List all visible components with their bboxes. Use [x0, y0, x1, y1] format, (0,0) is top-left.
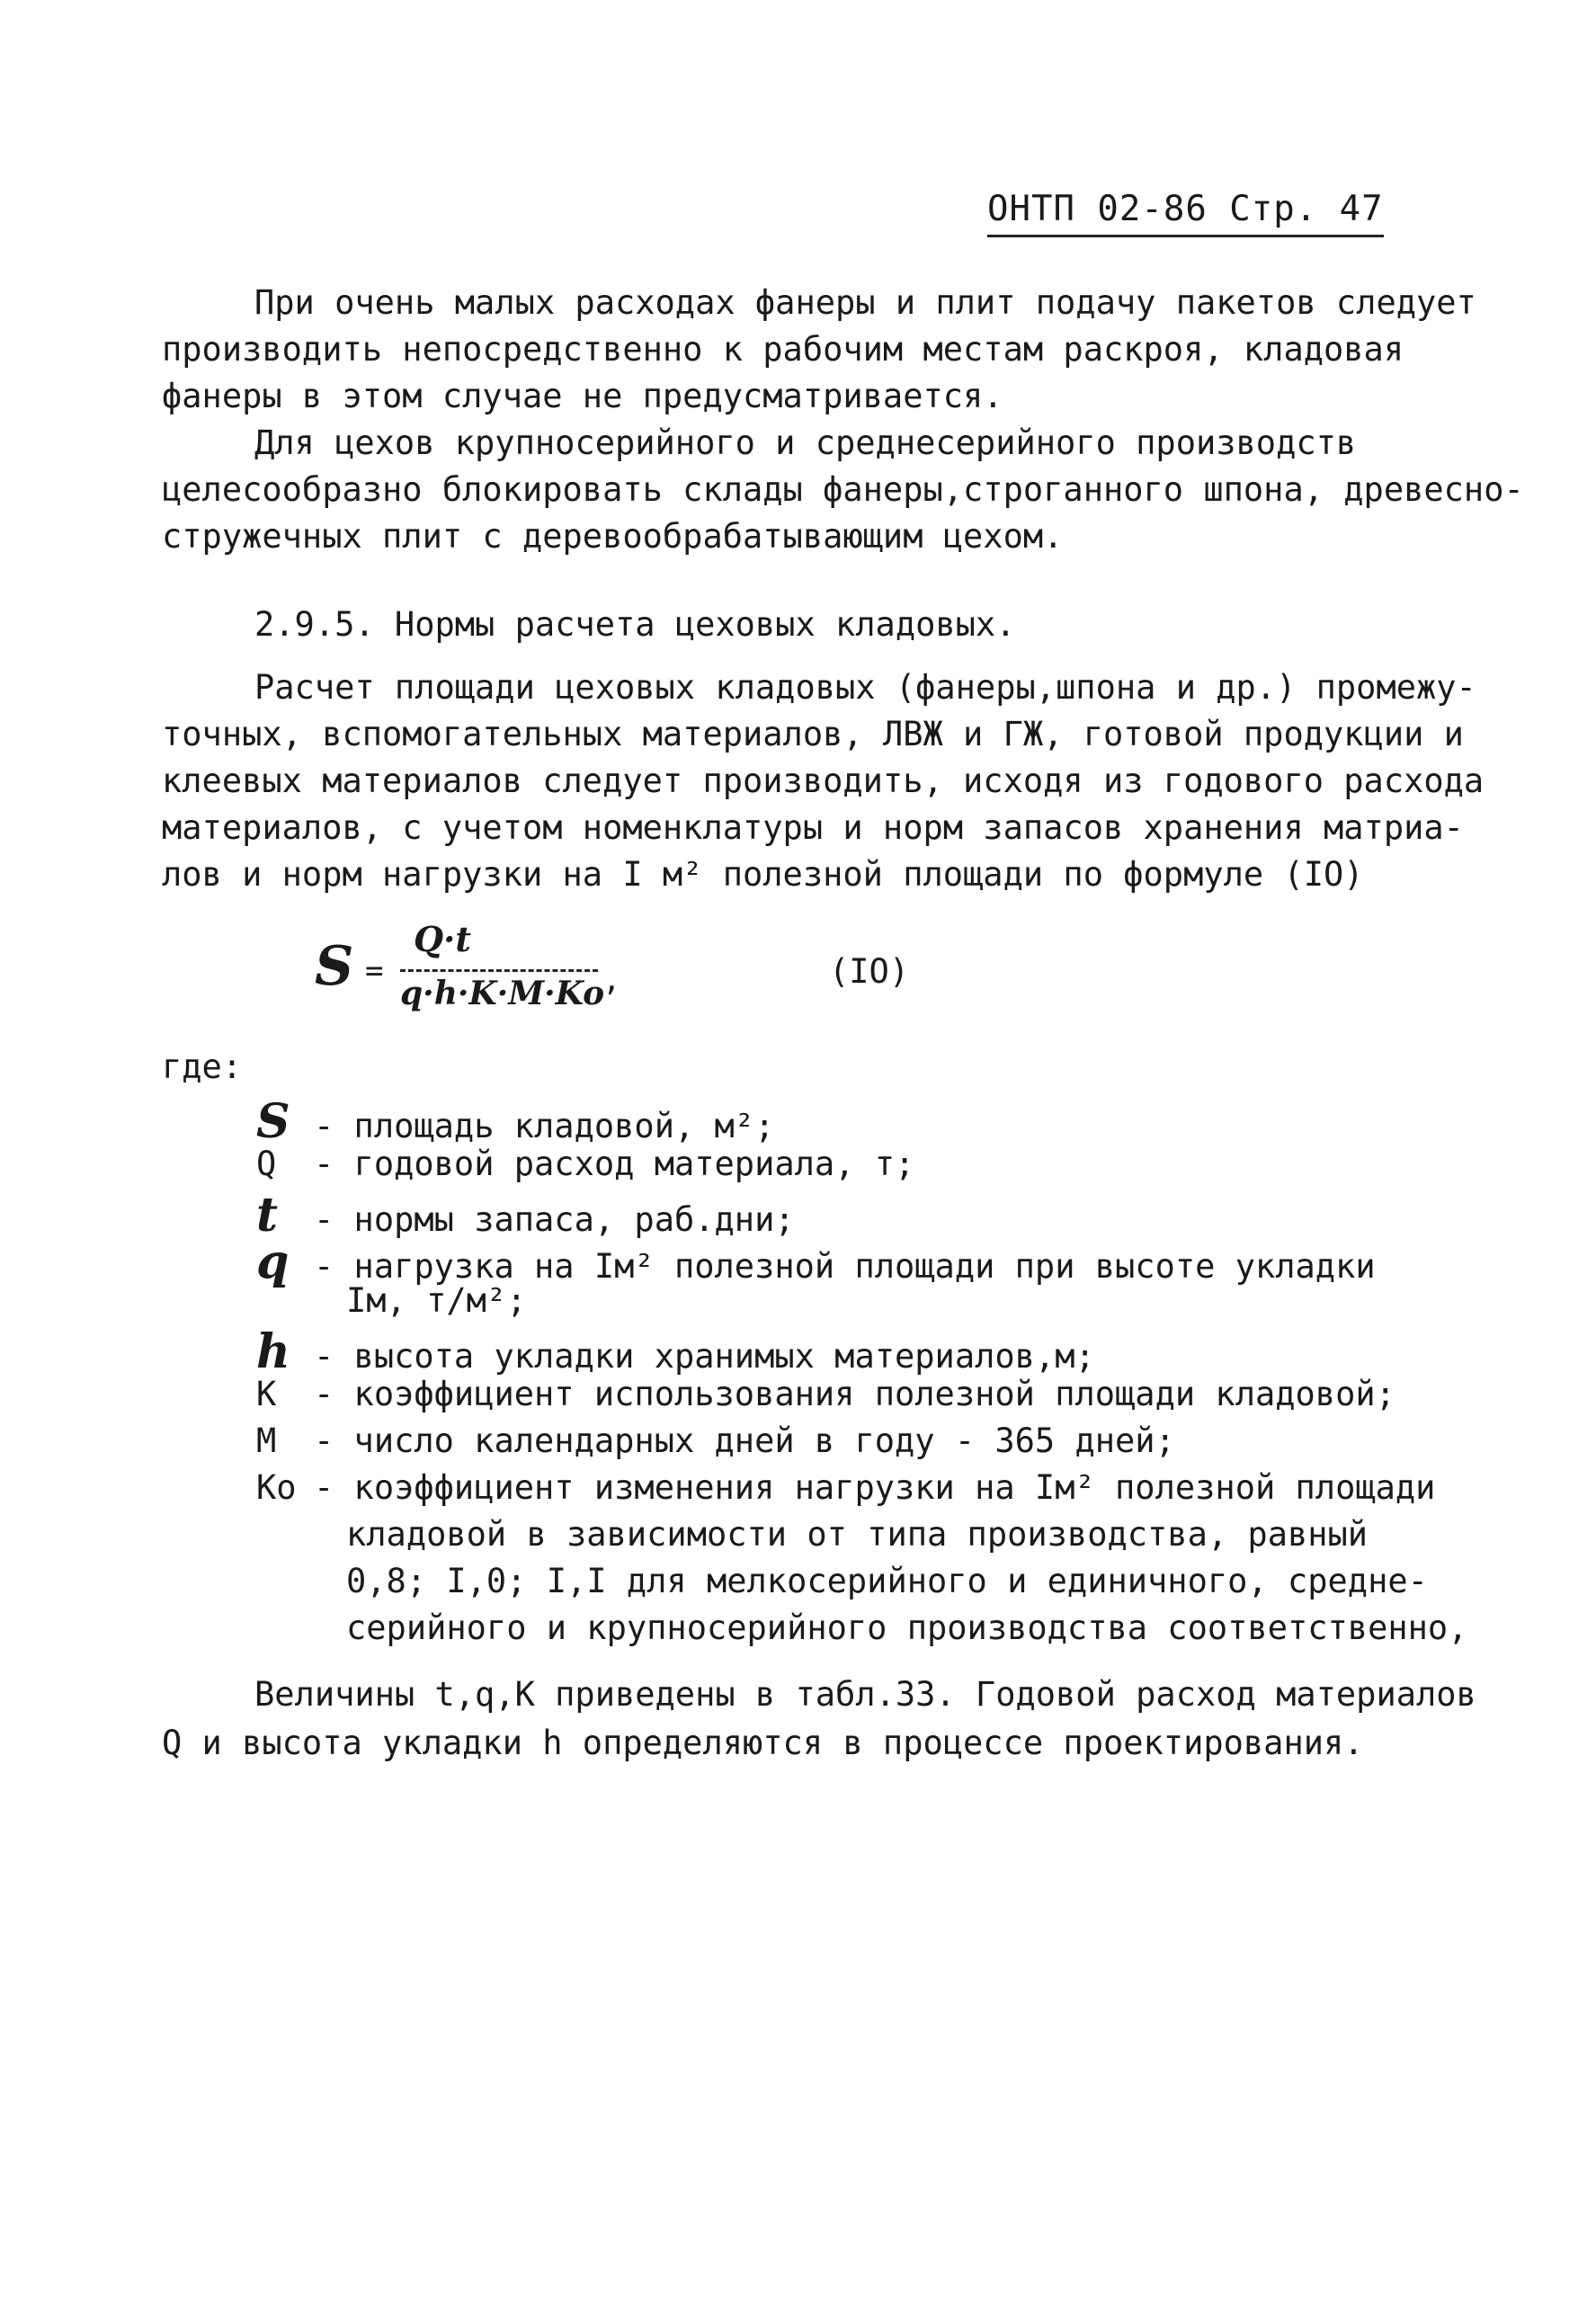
- paragraph-3-line-2: точных, вспомогательных материалов, ЛВЖ и ГЖ, готовой продукции и: [162, 715, 1464, 753]
- formula-fraction-bar: [400, 969, 598, 972]
- formula-denominator: q·h·K·M·Ko: [400, 975, 605, 1012]
- definition-item: [256, 1094, 775, 1149]
- definition-symbol: Ко: [256, 1468, 297, 1507]
- closing-line-2: Q и высота укладки h определяются в процессе проектирования.: [162, 1724, 1364, 1762]
- definition-symbol: Q: [256, 1145, 277, 1183]
- paragraph-3-line-5: лов и норм нагрузки на I м² полезной площади по формуле (IO): [162, 855, 1364, 894]
- paragraph-2-line-1: Для цехов крупносерийного и среднесерийного производств: [254, 423, 1357, 462]
- definition-symbol: h: [256, 1324, 290, 1379]
- formula-lhs: S: [315, 935, 354, 998]
- definition-item: [256, 1234, 1376, 1289]
- definition-text: - нормы запаса, раб.дни;: [314, 1200, 795, 1239]
- definition-text: - годовой расход материала, т;: [314, 1145, 915, 1183]
- paragraph-2-line-3: стружечных плит с деревообрабатывающим цехом.: [162, 517, 1064, 556]
- definition-text: - площадь кладовой, м²;: [314, 1107, 775, 1145]
- definition-item: [256, 1147, 914, 1181]
- definition-symbol: q: [256, 1234, 290, 1289]
- definition-item: [256, 1188, 795, 1243]
- paragraph-3-line-1: Расчет площади цеховых кладовых (фанеры,шпона и др.) промежу-: [254, 668, 1476, 707]
- document-header: ОНТП 02-86 Стр. 47: [987, 189, 1384, 237]
- definition-continuation: серийного и крупносерийного производства соответственно,: [346, 1608, 1468, 1647]
- definition-item: [256, 1421, 1175, 1460]
- definition-text: Iм, т/м²;: [346, 1281, 527, 1320]
- paragraph-1-line-3: фанеры в этом случае не предусматривается.: [162, 377, 1003, 415]
- definition-text: - высота укладки хранимых материалов,м;: [314, 1337, 1095, 1376]
- closing-line-1: Величины t,q,К приведены в табл.33. Годовой расход материалов: [254, 1675, 1476, 1714]
- definition-symbol: М: [256, 1421, 277, 1460]
- where-label: где:: [162, 1047, 243, 1086]
- formula-comma: ,: [602, 962, 621, 998]
- paragraph-3-line-3: клеевых материалов следует производить, исходя из годового расхода: [162, 762, 1485, 800]
- formula-numerator: Q·t: [414, 919, 471, 959]
- definition-symbol: К: [256, 1375, 277, 1413]
- paragraph-3-line-4: материалов, с учетом номенклатуры и норм запасов хранения матриа-: [162, 808, 1464, 847]
- definition-item: [256, 1324, 1095, 1379]
- definition-item: [256, 1377, 1395, 1411]
- definition-continuation: кладовой в зависимости от типа производства, равный: [346, 1515, 1369, 1554]
- paragraph-2-line-2: целесообразно блокировать склады фанеры,строганного шпона, древесно-: [162, 470, 1524, 509]
- definition-symbol: S: [256, 1094, 290, 1149]
- definition-text: - нагрузка на Iм² полезной площади при высоте укладки: [314, 1247, 1376, 1286]
- section-title: 2.9.5. Нормы расчета цеховых кладовых.: [254, 605, 1016, 644]
- definition-item: [256, 1468, 1436, 1507]
- storage-area-formula: [315, 917, 638, 1016]
- formula-number: (IO): [829, 952, 910, 991]
- paragraph-1-line-2: производить непосредственно к рабочим местам раскроя, кладовая: [162, 330, 1404, 369]
- definition-continuation: 0,8; I,0; I,I для мелкосерийного и единичного, средне-: [346, 1562, 1428, 1600]
- definition-text: - коэффициент изменения нагрузки на Iм² полезной площади: [314, 1468, 1436, 1507]
- formula-equals: =: [365, 953, 384, 989]
- definition-text: - коэффициент использования полезной площади кладовой;: [314, 1375, 1395, 1413]
- definition-item: [256, 1281, 527, 1320]
- definition-text: - число календарных дней в году - 365 дней;: [314, 1421, 1175, 1460]
- paragraph-1-line-1: При очень малых расходах фанеры и плит подачу пакетов следует: [254, 283, 1476, 322]
- definition-symbol: t: [256, 1188, 279, 1243]
